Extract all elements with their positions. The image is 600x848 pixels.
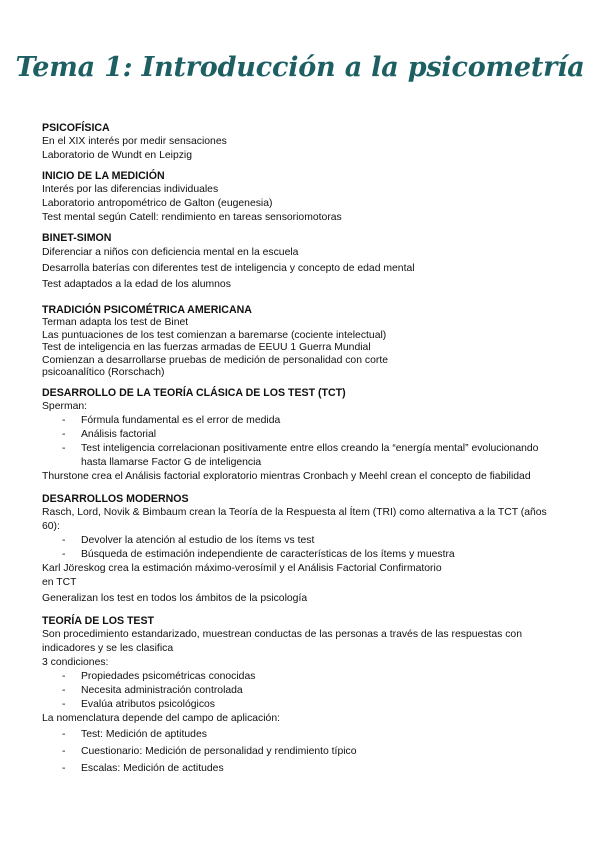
list-item: - Propiedades psicométricas conocidas — [42, 670, 562, 684]
section-heading: TEORÍA DE LOS TEST — [42, 614, 155, 627]
text-line: Interés por las diferencias individuales — [42, 184, 219, 195]
text-line: psicoanalítico (Rorschach) — [42, 367, 165, 378]
text-line: Thurstone crea el Análisis factorial exploratorio mientras Cronbach y Meehl crean el concepto de fiabilidad — [42, 470, 531, 482]
text-line: Test adaptados a la edad de los alumnos — [42, 279, 231, 290]
section-tct — [42, 386, 562, 484]
text-line: Karl Jöreskog crea la estimación máximo-verosímil y el Análisis Factorial Confirmatorio — [42, 562, 442, 574]
text-line: Sperman: — [42, 400, 88, 412]
section-heading: PSICOFÍSICA — [42, 122, 110, 134]
list-item: - Test: Medición de aptitudes — [42, 726, 562, 743]
text-line: Generalizan los test en todos los ámbitos de la psicología — [42, 592, 308, 604]
section-teoria-test — [42, 614, 562, 777]
bullet-list — [42, 534, 562, 562]
text-line: Rasch, Lord, Novik & Bimbaum crean la Teoría de la Respuesta al Ítem (TRI) como alternativa a la TCT (años 60): — [42, 506, 547, 532]
section-heading: BINET-SIMON — [42, 232, 112, 244]
section-tradicion-americana — [42, 303, 562, 380]
text-line: Son procedimiento estandarizado, muestrean conductas de las personas a través de las respuestas con indicadores y se les clasifica — [42, 628, 522, 654]
text-line: La nomenclatura depende del campo de aplicación: — [42, 712, 280, 724]
list-item: - Fórmula fundamental es el error de medida — [42, 414, 562, 428]
text-line: 3 condiciones: — [42, 656, 109, 668]
text-line: Diferenciar a niños con deficiencia mental en la escuela — [42, 247, 299, 258]
bullet-list — [42, 414, 562, 470]
bullet-list — [42, 670, 562, 712]
list-item: - Test inteligencia correlacionan positivamente entre ellos creando la “energía mental” evolucionando hasta llamarse Factor G de inteligencia — [42, 442, 562, 470]
document-body — [42, 121, 562, 783]
list-item: - Devolver la atención al estudio de los ítems vs test — [42, 534, 562, 548]
list-item: - Necesita administración controlada — [42, 684, 562, 698]
bullet-list — [42, 726, 562, 777]
text-line: Test mental según Catell: rendimiento en tareas sensoriomotoras — [42, 212, 342, 223]
section-heading: DESARROLLO DE LA TEORÍA CLÁSICA DE LOS TEST (TCT) — [42, 386, 346, 399]
section-desarrollos-modernos — [42, 492, 562, 606]
section-binet-simon — [42, 231, 562, 293]
list-item: - Búsqueda de estimación independiente de características de los ítems y muestra — [42, 548, 562, 562]
section-psicofisica — [42, 121, 562, 163]
text-line: En el XIX interés por medir sensaciones — [42, 136, 227, 147]
text-line: Las puntuaciones de los test comienzan a baremarse (cociente intelectual) — [42, 329, 387, 341]
text-line: Desarrolla baterías con diferentes test de inteligencia y concepto de edad mental — [42, 263, 415, 274]
section-heading: DESARROLLOS MODERNOS — [42, 492, 189, 505]
section-heading: TRADICIÓN PSICOMÉTRICA AMERICANA — [42, 304, 252, 316]
text-line: Terman adapta los test de Binet — [42, 317, 189, 328]
list-item: - Cuestionario: Medición de personalidad y rendimiento típico — [42, 743, 562, 760]
list-item: - Escalas: Medición de actitudes — [42, 760, 562, 777]
text-line: Laboratorio antropométrico de Galton (eugenesia) — [42, 198, 273, 209]
list-item: - Análisis factorial — [42, 428, 562, 442]
text-line: Comienzan a desarrollarse pruebas de medición de personalidad con corte — [42, 354, 388, 366]
list-item: - Evalúa atributos psicológicos — [42, 698, 562, 712]
section-inicio-medicion — [42, 169, 562, 225]
text-line: en TCT — [42, 576, 77, 588]
section-heading: INICIO DE LA MEDICIÓN — [42, 170, 165, 182]
text-line: Test de inteligencia en las fuerzas armadas de EEUU 1 Guerra Mundial — [42, 342, 371, 353]
document-title: Tema 1: Introducción a la psicometría — [15, 52, 585, 83]
text-line: Laboratorio de Wundt en Leipzig — [42, 150, 192, 161]
